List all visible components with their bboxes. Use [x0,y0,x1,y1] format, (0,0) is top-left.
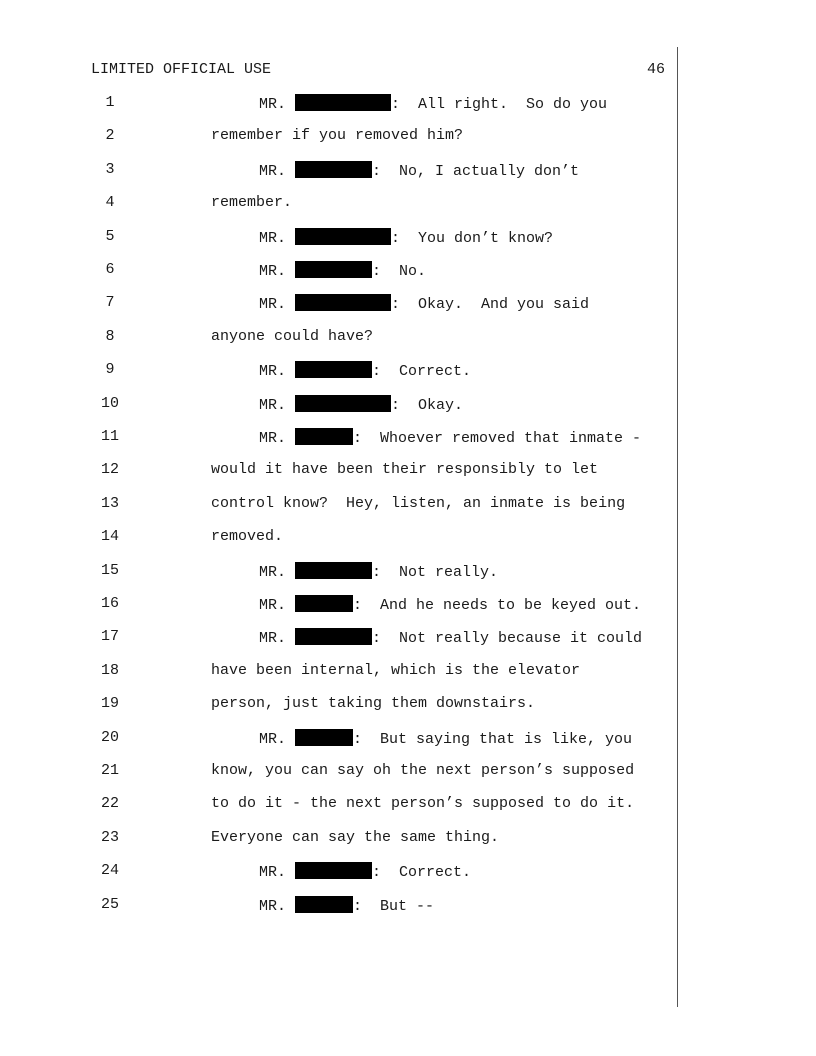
redaction-bar [295,428,353,445]
page-number: 46 [647,61,666,78]
speaker-prefix: MR. [259,630,296,648]
speaker-prefix: MR. [259,96,296,113]
redaction-bar [295,294,391,311]
line-number: 7 [105,294,115,312]
continuation-text: person, just taking them downstairs. [211,695,536,713]
line-number: 16 [100,595,119,612]
speaker-line-text [259,361,471,380]
spoken-text: : Okay. [391,396,464,414]
transcript-line [0,862,676,882]
line-number: 23 [100,828,119,846]
spoken-text: : And he needs to be keyed out. [353,597,642,614]
speaker-line-text [259,228,553,247]
speaker-prefix: MR. [259,363,296,381]
line-number: 22 [100,795,119,813]
speaker-line-text [259,562,498,581]
speaker-line-text [259,862,471,881]
line-number: 19 [100,695,119,713]
transcript-line [0,194,676,214]
continuation-text: would it have been their responsibly to let [211,461,599,479]
transcript-line [0,562,676,582]
continuation-text: have been internal, which is the elevator [211,661,581,679]
transcript-line [0,261,676,281]
continuation-text: remember. [211,194,293,212]
transcript-line [0,896,676,916]
speaker-line-text [259,261,426,280]
continuation-text: remember if you removed him? [211,127,464,145]
line-number: 20 [100,728,119,746]
continuation-text: Everyone can say the same thing. [211,828,500,846]
line-number: 14 [100,528,119,546]
speaker-line-text [259,161,579,180]
transcript-line [0,428,676,448]
line-number: 9 [105,361,115,379]
line-number: 5 [105,227,115,245]
continuation-text: to do it - the next person’s supposed to do it. [211,795,635,813]
transcript-line [0,361,676,381]
line-number: 6 [105,261,115,278]
speaker-prefix: MR. [259,597,296,614]
line-number: 21 [100,762,119,779]
spoken-text: : Not really because it could [372,630,643,648]
continuation-text: removed. [211,528,284,546]
spoken-text: : But saying that is like, you [353,730,633,748]
transcript-line [0,695,676,715]
line-number: 25 [100,895,119,913]
transcript-line [0,595,676,615]
redaction-bar [295,896,353,913]
transcript-line [0,829,676,849]
speaker-prefix: MR. [259,229,296,247]
line-number: 24 [100,862,119,880]
redaction-bar [295,628,372,645]
transcript-line [0,395,676,415]
spoken-text: : Correct. [372,864,472,882]
speaker-prefix: MR. [259,730,296,748]
spoken-text: : No, I actually don’t [372,162,580,180]
redaction-bar [295,161,372,178]
line-number: 8 [105,327,115,345]
speaker-prefix: MR. [259,897,296,915]
line-number: 2 [105,127,115,145]
transcript-line [0,662,676,682]
spoken-text: : Correct. [372,363,472,381]
transcript-line [0,127,676,147]
line-number: 13 [100,494,119,512]
speaker-line-text [259,428,641,447]
spoken-text: : You don’t know? [391,229,554,247]
spoken-text: : But -- [353,897,435,915]
transcript-line [0,461,676,481]
spoken-text: : No. [372,263,427,280]
speaker-line-text [259,94,607,113]
line-number: 12 [100,461,119,479]
redaction-bar [295,595,353,612]
redaction-bar [295,94,391,111]
margin-rule [677,47,678,1007]
speaker-line-text [259,628,642,647]
transcript-line [0,94,676,114]
transcript-line [0,161,676,181]
classification-header: LIMITED OFFICIAL USE [91,61,272,78]
line-number: 1 [105,94,115,111]
spoken-text: : Not really. [372,563,499,581]
line-number: 11 [100,428,119,445]
redaction-bar [295,862,372,879]
continuation-text: anyone could have? [211,327,374,345]
speaker-line-text [259,896,434,915]
line-number: 17 [100,628,119,646]
transcript-line [0,328,676,348]
speaker-prefix: MR. [259,864,296,882]
line-number: 10 [100,394,119,412]
transcript-line [0,228,676,248]
redaction-bar [295,261,372,278]
transcript-line [0,495,676,515]
continuation-text: control know? Hey, listen, an inmate is being [211,494,626,512]
transcript-line [0,795,676,815]
spoken-text: : Okay. And you said [391,296,590,314]
speaker-prefix: MR. [259,263,296,280]
speaker-prefix: MR. [259,296,296,314]
redaction-bar [295,395,391,412]
speaker-line-text [259,395,463,414]
speaker-prefix: MR. [259,430,296,447]
spoken-text: : All right. So do you [391,96,608,113]
transcript-line [0,628,676,648]
transcript-line [0,729,676,749]
line-number: 4 [105,194,115,212]
transcript-line [0,294,676,314]
spoken-text: : Whoever removed that inmate - [353,430,642,447]
speaker-line-text [259,294,589,313]
continuation-text: know, you can say oh the next person’s supposed [211,762,635,779]
redaction-bar [295,228,391,245]
line-number: 15 [100,561,119,579]
transcript-line [0,762,676,782]
line-number: 18 [100,661,119,679]
speaker-line-text [259,729,632,748]
line-number: 3 [105,160,115,178]
speaker-prefix: MR. [259,396,296,414]
redaction-bar [295,729,353,746]
redaction-bar [295,361,372,378]
speaker-prefix: MR. [259,563,296,581]
speaker-line-text [259,595,641,614]
redaction-bar [295,562,372,579]
transcript-line [0,528,676,548]
speaker-prefix: MR. [259,162,296,180]
